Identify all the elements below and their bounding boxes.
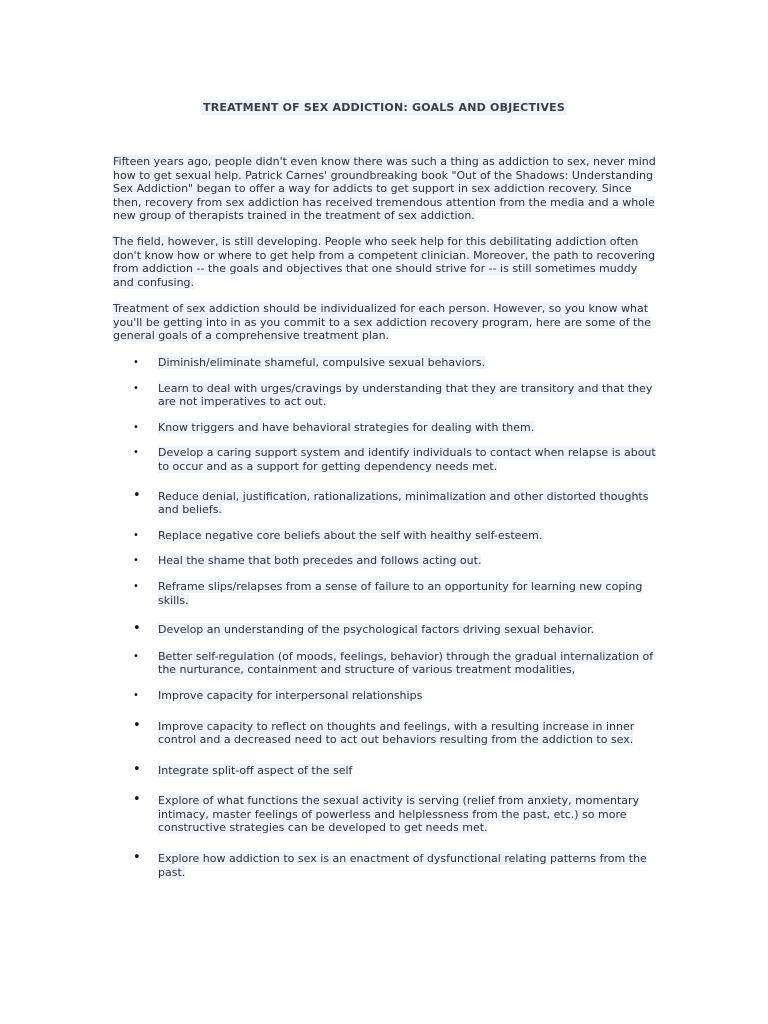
- goal-text: Improve capacity to reflect on thoughts and feelings, with a resulting increase in inner control and a decreased need to act out behaviors resulting from the addiction to sex.: [158, 719, 635, 747]
- page-title: [0, 101, 768, 115]
- goal-item: [113, 421, 658, 435]
- page-title-text: TREATMENT OF SEX ADDICTION: GOALS AND OBJECTIVES: [202, 101, 565, 114]
- bullet-icon: •: [133, 792, 141, 808]
- goal-text: Learn to deal with urges/cravings by understanding that they are transitory and that they are not imperatives to act out.: [158, 381, 653, 409]
- goal-text: Improve capacity for interpersonal relationships: [158, 688, 423, 702]
- intro-paragraph-1: [113, 155, 658, 223]
- goal-text: Better self-regulation (of moods, feelings, behavior) through the gradual internalization of the nurturance, containment and structure of various treatment modalities,: [158, 649, 654, 677]
- goal-item: [113, 580, 658, 607]
- goal-item: [113, 623, 658, 637]
- bullet-icon: •: [133, 761, 141, 777]
- intro-paragraph-3: [113, 302, 658, 343]
- bullet-icon: •: [133, 580, 139, 592]
- bullet-icon: •: [133, 421, 139, 433]
- goal-item: [113, 554, 658, 568]
- goal-item: [113, 717, 658, 747]
- bullet-icon: •: [133, 382, 139, 394]
- bullet-icon: •: [133, 447, 139, 459]
- goal-text: Heal the shame that both precedes and follows acting out.: [158, 554, 482, 568]
- bullet-icon: •: [133, 650, 139, 662]
- goal-item: [113, 446, 658, 473]
- goal-item: [113, 689, 658, 703]
- bullet-icon: •: [133, 357, 139, 368]
- bullet-icon: •: [133, 850, 141, 866]
- goal-text: Diminish/eliminate shameful, compulsive sexual behaviors.: [158, 356, 486, 369]
- bullet-icon: •: [133, 717, 141, 733]
- goal-item: [113, 852, 658, 879]
- goal-item: [113, 794, 658, 835]
- goal-item: [113, 487, 658, 517]
- goal-item: [113, 529, 658, 543]
- goal-text: Explore of what functions the sexual activity is serving (relief from anxiety, momentary intimacy, master feelings of powerless and helplessness from the past, etc.) so more constructive strategies can be developed to get needs met.: [158, 794, 640, 835]
- bullet-icon: •: [133, 555, 139, 567]
- intro-paragraph-2: [113, 235, 658, 289]
- goal-text: Reframe slips/relapses from a sense of failure to an opportunity for learning new coping skills.: [158, 579, 643, 607]
- goal-text: Replace negative core beliefs about the self with healthy self-esteem.: [158, 528, 543, 542]
- goal-text: Reduce denial, justification, rationalizations, minimalization and other distorted thoughts and beliefs.: [158, 489, 649, 517]
- goal-text: Explore how addiction to sex is an enactment of dysfunctional relating patterns from the past.: [158, 852, 647, 879]
- bullet-icon: •: [133, 487, 141, 503]
- bullet-icon: •: [133, 621, 141, 637]
- paragraph-text: The field, however, is still developing. People who seek help for this debilitating addiction often don't know how or where to get help from a competent clinician. Moreover, the path to recovering from addiction -- the goals and objectives that one should strive for -- is still sometimes muddy and confusing.: [113, 235, 656, 289]
- paragraph-text: Treatment of sex addiction should be individualized for each person. However, so you know what you'll be getting into in as you commit to a sex addiction recovery program, here are some of the general goals of a comprehensive treatment plan.: [113, 302, 652, 343]
- goal-text: Develop an understanding of the psychological factors driving sexual behavior.: [158, 623, 595, 637]
- bullet-icon: •: [133, 689, 139, 701]
- goal-text: Integrate split-off aspect of the self: [158, 763, 353, 777]
- goals-list: [113, 356, 658, 879]
- goal-item: [113, 761, 658, 778]
- goal-text: Know triggers and have behavioral strategies for dealing with them.: [158, 420, 535, 434]
- goal-text: Develop a caring support system and identify individuals to contact when relapse is about to occur and as a support for getting dependency needs met.: [158, 446, 656, 473]
- paragraph-text: Fifteen years ago, people didn't even know there was such a thing as addiction to sex, never mind how to get sexual help. Patrick Carnes' groundbreaking book "Out of the Shadows: Understanding Sex Addiction" began to offer a way for addicts to get support in sex addiction recovery. Since then, recovery from sex addiction has received tremendous attention from the media and a whole new group of therapists trained in the treatment of sex addiction.: [113, 155, 656, 223]
- bullet-icon: •: [133, 529, 139, 541]
- goal-item: [113, 356, 658, 370]
- goal-item: [113, 382, 658, 409]
- goal-item: [113, 650, 658, 677]
